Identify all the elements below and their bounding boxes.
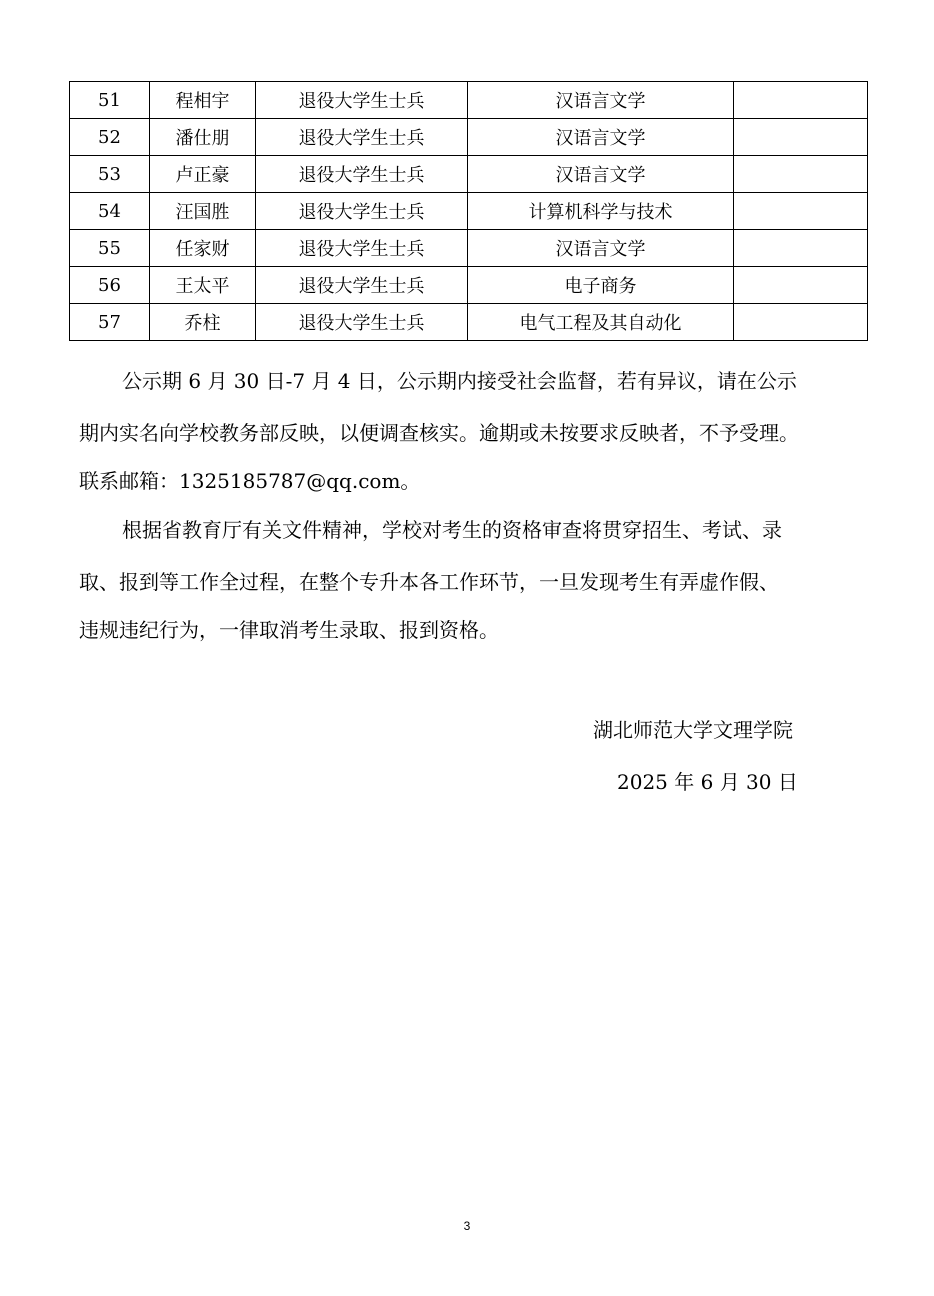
cell-major: 汉语言文学 xyxy=(468,156,734,193)
cell-major: 汉语言文学 xyxy=(468,119,734,156)
table-row xyxy=(70,156,868,193)
cell-number: 54 xyxy=(70,193,150,230)
cell-name: 王太平 xyxy=(150,267,256,304)
cell-category: 退役大学生士兵 xyxy=(256,193,468,230)
table-row xyxy=(70,119,868,156)
cell-remark xyxy=(734,267,868,304)
cell-remark xyxy=(734,304,868,341)
page-number: 3 xyxy=(463,1219,471,1233)
cell-name: 汪国胜 xyxy=(150,193,256,230)
cell-category: 退役大学生士兵 xyxy=(256,230,468,267)
notice-line-2: 期内实名向学校教务部反映，以便调查核实。逾期或未按要求反映者，不予受理。 xyxy=(79,421,799,445)
contact-email-line: 联系邮箱：1325185787@qq.com。 xyxy=(79,469,421,493)
signature-date: 2025 年 6 月 30 日 xyxy=(617,770,798,794)
table-row xyxy=(70,230,868,267)
cell-remark xyxy=(734,193,868,230)
cell-remark xyxy=(734,230,868,267)
cell-number: 53 xyxy=(70,156,150,193)
cell-number: 52 xyxy=(70,119,150,156)
cell-category: 退役大学生士兵 xyxy=(256,119,468,156)
policy-line-1: 根据省教育厅有关文件精神，学校对考生的资格审查将贯穿招生、考试、录 xyxy=(122,518,782,542)
table-body xyxy=(70,82,868,341)
cell-name: 程相宇 xyxy=(150,82,256,119)
cell-major: 电气工程及其自动化 xyxy=(468,304,734,341)
admission-list-table xyxy=(69,81,868,341)
cell-major: 汉语言文学 xyxy=(468,82,734,119)
cell-name: 乔柱 xyxy=(150,304,256,341)
cell-remark xyxy=(734,82,868,119)
cell-category: 退役大学生士兵 xyxy=(256,156,468,193)
cell-number: 56 xyxy=(70,267,150,304)
cell-number: 57 xyxy=(70,304,150,341)
cell-name: 潘仕朋 xyxy=(150,119,256,156)
cell-major: 电子商务 xyxy=(468,267,734,304)
cell-remark xyxy=(734,156,868,193)
cell-category: 退役大学生士兵 xyxy=(256,267,468,304)
cell-name: 卢正豪 xyxy=(150,156,256,193)
cell-remark xyxy=(734,119,868,156)
notice-line-1: 公示期 6 月 30 日-7 月 4 日，公示期内接受社会监督，若有异议，请在公示 xyxy=(122,369,797,393)
cell-category: 退役大学生士兵 xyxy=(256,304,468,341)
cell-major: 计算机科学与技术 xyxy=(468,193,734,230)
cell-major: 汉语言文学 xyxy=(468,230,734,267)
cell-name: 任家财 xyxy=(150,230,256,267)
signature-institution: 湖北师范大学文理学院 xyxy=(593,718,793,742)
table-row xyxy=(70,267,868,304)
table-row xyxy=(70,82,868,119)
cell-number: 55 xyxy=(70,230,150,267)
table-row xyxy=(70,304,868,341)
cell-category: 退役大学生士兵 xyxy=(256,82,468,119)
cell-number: 51 xyxy=(70,82,150,119)
policy-line-2: 取、报到等工作全过程，在整个专升本各工作环节，一旦发现考生有弄虚作假、 xyxy=(79,570,779,594)
table-row xyxy=(70,193,868,230)
policy-line-3: 违规违纪行为，一律取消考生录取、报到资格。 xyxy=(79,618,499,642)
